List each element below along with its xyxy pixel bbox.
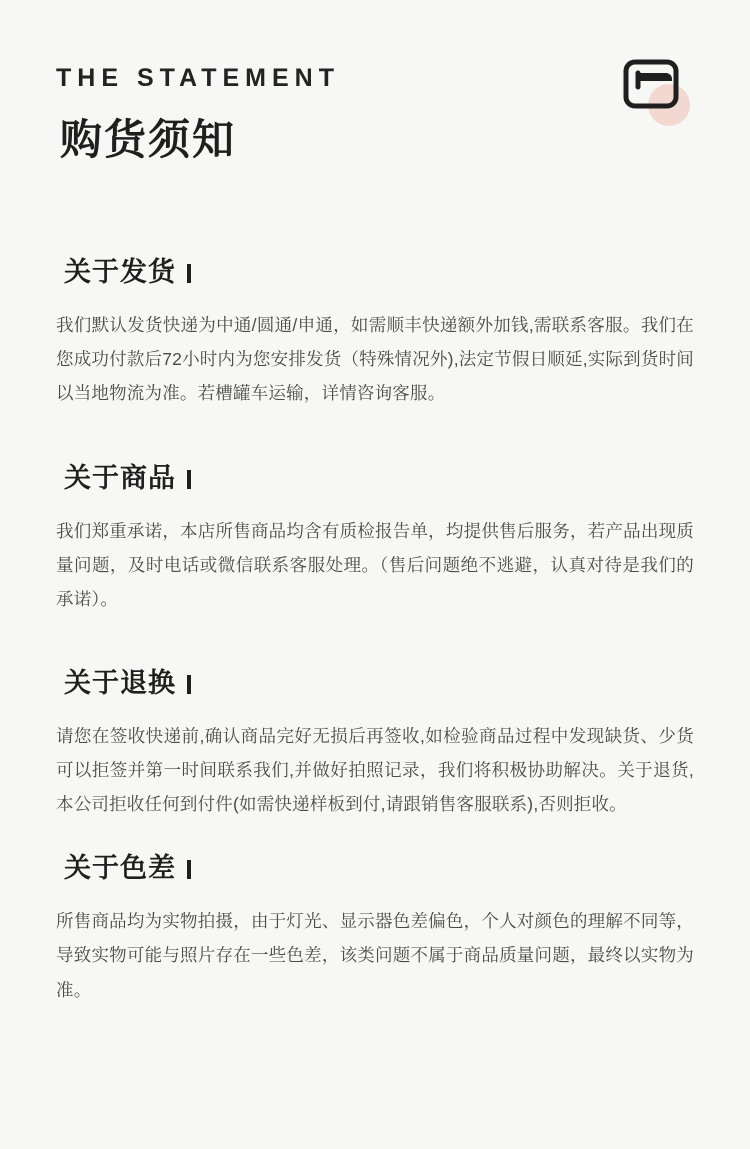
section-heading bbox=[64, 855, 694, 882]
section-title: 关于退换 bbox=[64, 667, 176, 698]
section-goods bbox=[56, 462, 694, 616]
brand-mark bbox=[622, 56, 694, 128]
heading-bar-icon bbox=[187, 675, 191, 694]
section-body: 请您在签收快递前,确认商品完好无损后再签收,如检验商品过程中发现缺货、少货可以拒签并第一时间联系我们,并做好拍照记录，我们将积极协助解决。关于退货,本公司拒收任何到付件(如需快递样板到付,请跟销售客服联系),否则拒收。 bbox=[56, 725, 694, 815]
section-title: 关于商品 bbox=[64, 462, 176, 493]
section-heading bbox=[64, 259, 694, 286]
heading-bar-icon bbox=[187, 860, 191, 879]
section-body: 我们默认发货快递为中通/圆通/申通，如需顺丰快递额外加钱,需联系客服。我们在您成功付款后72小时内为您安排发货（特殊情况外),法定节假日顺延,实际到货时间以当地物流为准。若槽罐车运输，详情咨询客服。 bbox=[56, 315, 694, 404]
eyebrow-text: THE STATEMENT bbox=[56, 64, 341, 92]
section-body: 所售商品均为实物拍摄，由于灯光、显示器色差偏色，个人对颜色的理解不同等，导致实物可能与照片存在一些色差，该类问题不属于商品质量问题，最终以实物为准。 bbox=[56, 911, 694, 1000]
section-title: 关于色差 bbox=[64, 853, 176, 884]
section-shipping bbox=[56, 259, 694, 410]
page-title: 购货须知 bbox=[60, 116, 237, 163]
sections-list bbox=[56, 259, 694, 1007]
heading-bar-icon bbox=[187, 264, 191, 283]
section-heading bbox=[64, 462, 694, 493]
section-color-difference bbox=[56, 855, 694, 1006]
heading-bar-icon bbox=[187, 470, 191, 489]
section-returns bbox=[56, 667, 694, 821]
section-title: 关于发货 bbox=[64, 257, 176, 288]
section-heading bbox=[64, 667, 694, 698]
section-body: 我们郑重承诺，本店所售商品均含有质检报告单，均提供售后服务，若产品出现质量问题，及时电话或微信联系客服处理。（售后问题绝不逃避，认真对待是我们的承诺）。 bbox=[56, 520, 694, 609]
page-header bbox=[56, 0, 694, 163]
